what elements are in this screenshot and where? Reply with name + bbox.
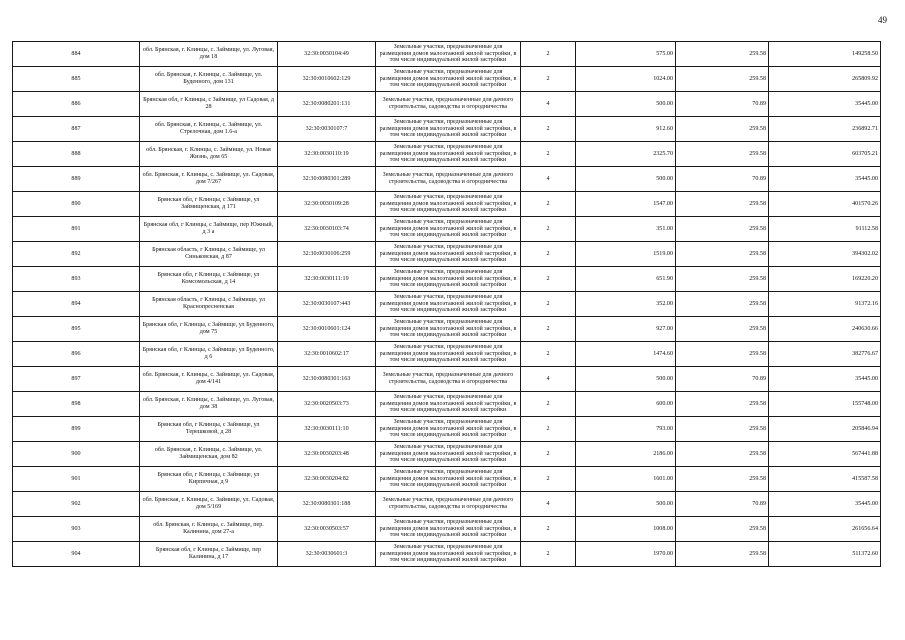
- land-use-cell: Земельные участки, предназначенные для размещения домов малоэтажной жилой застройки, в том числе индивидуальной жилой застройки: [376, 267, 521, 292]
- address-cell: обл. Брянская, г. Клинцы, с. Займище, ул. Новая Жизнь, дом 65: [140, 142, 278, 167]
- record-number: 896: [13, 342, 140, 367]
- group-cell: 2: [521, 467, 576, 492]
- land-use-cell: Земельные участки, предназначенные для размещения домов малоэтажной жилой застройки, в том числе индивидуальной жилой застройки: [376, 67, 521, 92]
- table-row: [13, 292, 881, 317]
- table-row: [13, 492, 881, 517]
- group-cell: 2: [521, 267, 576, 292]
- land-registry-table: [12, 41, 881, 567]
- cadastral-number-cell: 32:30:0030111:10: [278, 417, 376, 442]
- cadastral-value-cell: 236892.71: [769, 117, 881, 142]
- cadastral-value-cell: 35445.00: [769, 367, 881, 392]
- land-use-cell: Земельные участки, предназначенные для дачного строительства, садоводства и огородничества: [376, 92, 521, 117]
- cadastral-value-cell: 261656.64: [769, 517, 881, 542]
- area-cell: 2325.70: [576, 142, 676, 167]
- cadastral-number-cell: 32:30:0080301:289: [278, 167, 376, 192]
- land-use-cell: Земельные участки, предназначенные для размещения домов малоэтажной жилой застройки, в том числе индивидуальной жилой застройки: [376, 392, 521, 417]
- table-row: [13, 167, 881, 192]
- group-cell: 2: [521, 417, 576, 442]
- specific-value-cell: 259.58: [676, 217, 769, 242]
- address-cell: обл. Брянская, г. Клинцы, с. Займище, ул. Стрелочная, дом 1.6-а: [140, 117, 278, 142]
- table-body: [13, 42, 881, 567]
- cadastral-number-cell: 32:30:0030503:57: [278, 517, 376, 542]
- table-row: [13, 442, 881, 467]
- area-cell: 500.00: [576, 492, 676, 517]
- area-cell: 1601.00: [576, 467, 676, 492]
- specific-value-cell: 259.58: [676, 317, 769, 342]
- cadastral-value-cell: 35445.00: [769, 492, 881, 517]
- area-cell: 1008.00: [576, 517, 676, 542]
- record-number: 903: [13, 517, 140, 542]
- address-cell: обл. Брянская, г. Клинцы, с. Займище, пер. Калинина, дом 27-а: [140, 517, 278, 542]
- cadastral-number-cell: 32:30:0030107:7: [278, 117, 376, 142]
- group-cell: 2: [521, 142, 576, 167]
- record-number: 890: [13, 192, 140, 217]
- group-cell: 2: [521, 292, 576, 317]
- address-cell: Брянская обл, г Клинцы, с Займище, ул Комсомольская, д 14: [140, 267, 278, 292]
- address-cell: Брянская обл, г Клинцы, с Займище, пер Южный, д 3 а: [140, 217, 278, 242]
- land-use-cell: Земельные участки, предназначенные для размещения домов малоэтажной жилой застройки, в том числе индивидуальной жилой застройки: [376, 242, 521, 267]
- cadastral-number-cell: 32:30:0030204:82: [278, 467, 376, 492]
- record-number: 891: [13, 217, 140, 242]
- address-cell: обл. Брянская, г. Клинцы, с. Займище, ул. Буденного, дом 131: [140, 67, 278, 92]
- area-cell: 2186.00: [576, 442, 676, 467]
- table-row: [13, 217, 881, 242]
- address-cell: обл. Брянская, г. Клинцы, с. Займище, ул. Луговая, дом 18: [140, 42, 278, 67]
- cadastral-value-cell: 169220.20: [769, 267, 881, 292]
- address-cell: обл. Брянская, г. Клинцы, с. Займище, ул. Садовая, дом 7/267: [140, 167, 278, 192]
- address-cell: Брянская обл, г Клинцы, с Займище, ул Терешковой, д 28: [140, 417, 278, 442]
- specific-value-cell: 259.58: [676, 192, 769, 217]
- land-use-cell: Земельные участки, предназначенные для размещения домов малоэтажной жилой застройки, в том числе индивидуальной жилой застройки: [376, 292, 521, 317]
- address-cell: Брянская обл, г Клинцы, с Займище, ул Кирпичная, д 9: [140, 467, 278, 492]
- cadastral-number-cell: 32:30:0030104:49: [278, 42, 376, 67]
- table-row: [13, 267, 881, 292]
- group-cell: 2: [521, 67, 576, 92]
- area-cell: 600.00: [576, 392, 676, 417]
- area-cell: 351.00: [576, 217, 676, 242]
- cadastral-number-cell: 32:30:0010601:124: [278, 317, 376, 342]
- land-use-cell: Земельные участки, предназначенные для размещения домов малоэтажной жилой застройки, в том числе индивидуальной жилой застройки: [376, 517, 521, 542]
- area-cell: 575.00: [576, 42, 676, 67]
- cadastral-value-cell: 401570.26: [769, 192, 881, 217]
- specific-value-cell: 259.58: [676, 392, 769, 417]
- cadastral-value-cell: 382776.67: [769, 342, 881, 367]
- cadastral-value-cell: 205846.94: [769, 417, 881, 442]
- group-cell: 2: [521, 317, 576, 342]
- land-use-cell: Земельные участки, предназначенные для дачного строительства, садоводства и огородничества: [376, 492, 521, 517]
- land-use-cell: Земельные участки, предназначенные для размещения домов малоэтажной жилой застройки, в том числе индивидуальной жилой застройки: [376, 342, 521, 367]
- land-use-cell: Земельные участки, предназначенные для дачного строительства, садоводства и огородничества: [376, 367, 521, 392]
- group-cell: 2: [521, 342, 576, 367]
- table-row: [13, 192, 881, 217]
- group-cell: 4: [521, 92, 576, 117]
- specific-value-cell: 259.58: [676, 542, 769, 567]
- record-number: 901: [13, 467, 140, 492]
- land-use-cell: Земельные участки, предназначенные для размещения домов малоэтажной жилой застройки, в том числе индивидуальной жилой застройки: [376, 142, 521, 167]
- specific-value-cell: 259.58: [676, 342, 769, 367]
- record-number: 892: [13, 242, 140, 267]
- table-row: [13, 317, 881, 342]
- table-row: [13, 392, 881, 417]
- area-cell: 793.00: [576, 417, 676, 442]
- cadastral-value-cell: 35445.00: [769, 167, 881, 192]
- record-number: 889: [13, 167, 140, 192]
- table-row: [13, 467, 881, 492]
- cadastral-number-cell: 32:30:0010602:129: [278, 67, 376, 92]
- cadastral-value-cell: 149258.50: [769, 42, 881, 67]
- cadastral-number-cell: 32:30:0030103:74: [278, 217, 376, 242]
- table-row: [13, 92, 881, 117]
- land-use-cell: Земельные участки, предназначенные для размещения домов малоэтажной жилой застройки, в том числе индивидуальной жилой застройки: [376, 542, 521, 567]
- record-number: 887: [13, 117, 140, 142]
- cadastral-number-cell: 32:30:0080201:131: [278, 92, 376, 117]
- cadastral-number-cell: 32:30:0030106:259: [278, 242, 376, 267]
- record-number: 884: [13, 42, 140, 67]
- area-cell: 927.00: [576, 317, 676, 342]
- specific-value-cell: 259.58: [676, 67, 769, 92]
- cadastral-number-cell: 32:30:0010602:17: [278, 342, 376, 367]
- record-number: 893: [13, 267, 140, 292]
- table-row: [13, 542, 881, 567]
- address-cell: Брянская обл, г Клинцы, с Займище, ул Буденного, дом 75: [140, 317, 278, 342]
- record-number: 886: [13, 92, 140, 117]
- cadastral-value-cell: 35445.00: [769, 92, 881, 117]
- specific-value-cell: 259.58: [676, 417, 769, 442]
- group-cell: 2: [521, 42, 576, 67]
- address-cell: Брянская область, г Клинцы, с Займище, ул Синьковская, д 87: [140, 242, 278, 267]
- cadastral-value-cell: 155748.00: [769, 392, 881, 417]
- group-cell: 2: [521, 442, 576, 467]
- group-cell: 2: [521, 517, 576, 542]
- specific-value-cell: 70.89: [676, 92, 769, 117]
- area-cell: 1474.60: [576, 342, 676, 367]
- record-number: 904: [13, 542, 140, 567]
- cadastral-value-cell: 91372.16: [769, 292, 881, 317]
- group-cell: 2: [521, 217, 576, 242]
- page-number: 49: [878, 15, 887, 25]
- cadastral-number-cell: 32:30:0030111:19: [278, 267, 376, 292]
- record-number: 898: [13, 392, 140, 417]
- cadastral-value-cell: 567441.88: [769, 442, 881, 467]
- cadastral-value-cell: 603705.21: [769, 142, 881, 167]
- cadastral-number-cell: 32:30:0020503:73: [278, 392, 376, 417]
- cadastral-value-cell: 415587.58: [769, 467, 881, 492]
- cadastral-value-cell: 240630.66: [769, 317, 881, 342]
- group-cell: 2: [521, 117, 576, 142]
- specific-value-cell: 259.58: [676, 242, 769, 267]
- specific-value-cell: 259.58: [676, 42, 769, 67]
- group-cell: 4: [521, 167, 576, 192]
- land-use-cell: Земельные участки, предназначенные для размещения домов малоэтажной жилой застройки, в том числе индивидуальной жилой застройки: [376, 317, 521, 342]
- specific-value-cell: 70.89: [676, 492, 769, 517]
- specific-value-cell: 70.89: [676, 167, 769, 192]
- area-cell: 1024.00: [576, 67, 676, 92]
- cadastral-value-cell: 511372.60: [769, 542, 881, 567]
- record-number: 888: [13, 142, 140, 167]
- table-row: [13, 517, 881, 542]
- table-row: [13, 342, 881, 367]
- record-number: 900: [13, 442, 140, 467]
- address-cell: обл. Брянская, г. Клинцы, с. Займище, ул. Займищенская, дом 82: [140, 442, 278, 467]
- table-row: [13, 142, 881, 167]
- table-row: [13, 67, 881, 92]
- area-cell: 1519.00: [576, 242, 676, 267]
- cadastral-value-cell: 91112.58: [769, 217, 881, 242]
- table-row: [13, 117, 881, 142]
- group-cell: 2: [521, 192, 576, 217]
- land-use-cell: Земельные участки, предназначенные для размещения домов малоэтажной жилой застройки, в том числе индивидуальной жилой застройки: [376, 192, 521, 217]
- area-cell: 500.00: [576, 92, 676, 117]
- address-cell: Брянская область, г Клинцы, с Займище, ул Краснопресненская: [140, 292, 278, 317]
- address-cell: обл. Брянская, г. Клинцы, с. Займище, ул. Луговая, дом 38: [140, 392, 278, 417]
- cadastral-number-cell: 32:30:0030601:3: [278, 542, 376, 567]
- specific-value-cell: 70.89: [676, 367, 769, 392]
- table-row: [13, 42, 881, 67]
- land-use-cell: Земельные участки, предназначенные для размещения домов малоэтажной жилой застройки, в том числе индивидуальной жилой застройки: [376, 442, 521, 467]
- table-row: [13, 367, 881, 392]
- group-cell: 2: [521, 392, 576, 417]
- record-number: 894: [13, 292, 140, 317]
- specific-value-cell: 259.58: [676, 117, 769, 142]
- area-cell: 651.90: [576, 267, 676, 292]
- specific-value-cell: 259.58: [676, 517, 769, 542]
- land-use-cell: Земельные участки, предназначенные для размещения домов малоэтажной жилой застройки, в том числе индивидуальной жилой застройки: [376, 217, 521, 242]
- cadastral-number-cell: 32:30:0030109:28: [278, 192, 376, 217]
- record-number: 897: [13, 367, 140, 392]
- address-cell: обл. Брянская, г. Клинцы, с. Займище, ул. Садовая, дом 5/169: [140, 492, 278, 517]
- area-cell: 912.60: [576, 117, 676, 142]
- cadastral-number-cell: 32:30:0030203:48: [278, 442, 376, 467]
- cadastral-number-cell: 32:30:0080301:188: [278, 492, 376, 517]
- specific-value-cell: 259.58: [676, 442, 769, 467]
- cadastral-value-cell: 394302.02: [769, 242, 881, 267]
- address-cell: обл. Брянская, г. Клинцы, с. Займище, ул. Садовая, дом 4/141: [140, 367, 278, 392]
- area-cell: 352.00: [576, 292, 676, 317]
- group-cell: 4: [521, 367, 576, 392]
- specific-value-cell: 259.58: [676, 267, 769, 292]
- area-cell: 500.00: [576, 367, 676, 392]
- land-use-cell: Земельные участки, предназначенные для размещения домов малоэтажной жилой застройки, в том числе индивидуальной жилой застройки: [376, 417, 521, 442]
- specific-value-cell: 259.58: [676, 467, 769, 492]
- cadastral-value-cell: 265809.92: [769, 67, 881, 92]
- table-row: [13, 417, 881, 442]
- land-use-cell: Земельные участки, предназначенные для размещения домов малоэтажной жилой застройки, в том числе индивидуальной жилой застройки: [376, 467, 521, 492]
- address-cell: Брянская обл, г Клинцы, с Займище, пер Калинина, д 17: [140, 542, 278, 567]
- group-cell: 2: [521, 242, 576, 267]
- address-cell: Брянская обл, г Клинцы, с Займище, ул Займищенская, д 171: [140, 192, 278, 217]
- cadastral-number-cell: 32:30:0080301:163: [278, 367, 376, 392]
- area-cell: 1547.00: [576, 192, 676, 217]
- cadastral-number-cell: 32:30:0030110:19: [278, 142, 376, 167]
- area-cell: 1970.00: [576, 542, 676, 567]
- area-cell: 500.00: [576, 167, 676, 192]
- record-number: 885: [13, 67, 140, 92]
- address-cell: Брянская обл, г Клинцы, с Займище, ул Садовая, д 28: [140, 92, 278, 117]
- group-cell: 2: [521, 542, 576, 567]
- specific-value-cell: 259.58: [676, 292, 769, 317]
- group-cell: 4: [521, 492, 576, 517]
- specific-value-cell: 259.58: [676, 142, 769, 167]
- table-row: [13, 242, 881, 267]
- record-number: 895: [13, 317, 140, 342]
- land-use-cell: Земельные участки, предназначенные для дачного строительства, садоводства и огородничества: [376, 167, 521, 192]
- cadastral-number-cell: 32:30:0030107:443: [278, 292, 376, 317]
- land-use-cell: Земельные участки, предназначенные для размещения домов малоэтажной жилой застройки, в том числе индивидуальной жилой застройки: [376, 117, 521, 142]
- address-cell: Брянская обл, г Клинцы, с Займище, ул Буденного, д 6: [140, 342, 278, 367]
- record-number: 902: [13, 492, 140, 517]
- record-number: 899: [13, 417, 140, 442]
- land-use-cell: Земельные участки, предназначенные для размещения домов малоэтажной жилой застройки, в том числе индивидуальной жилой застройки: [376, 42, 521, 67]
